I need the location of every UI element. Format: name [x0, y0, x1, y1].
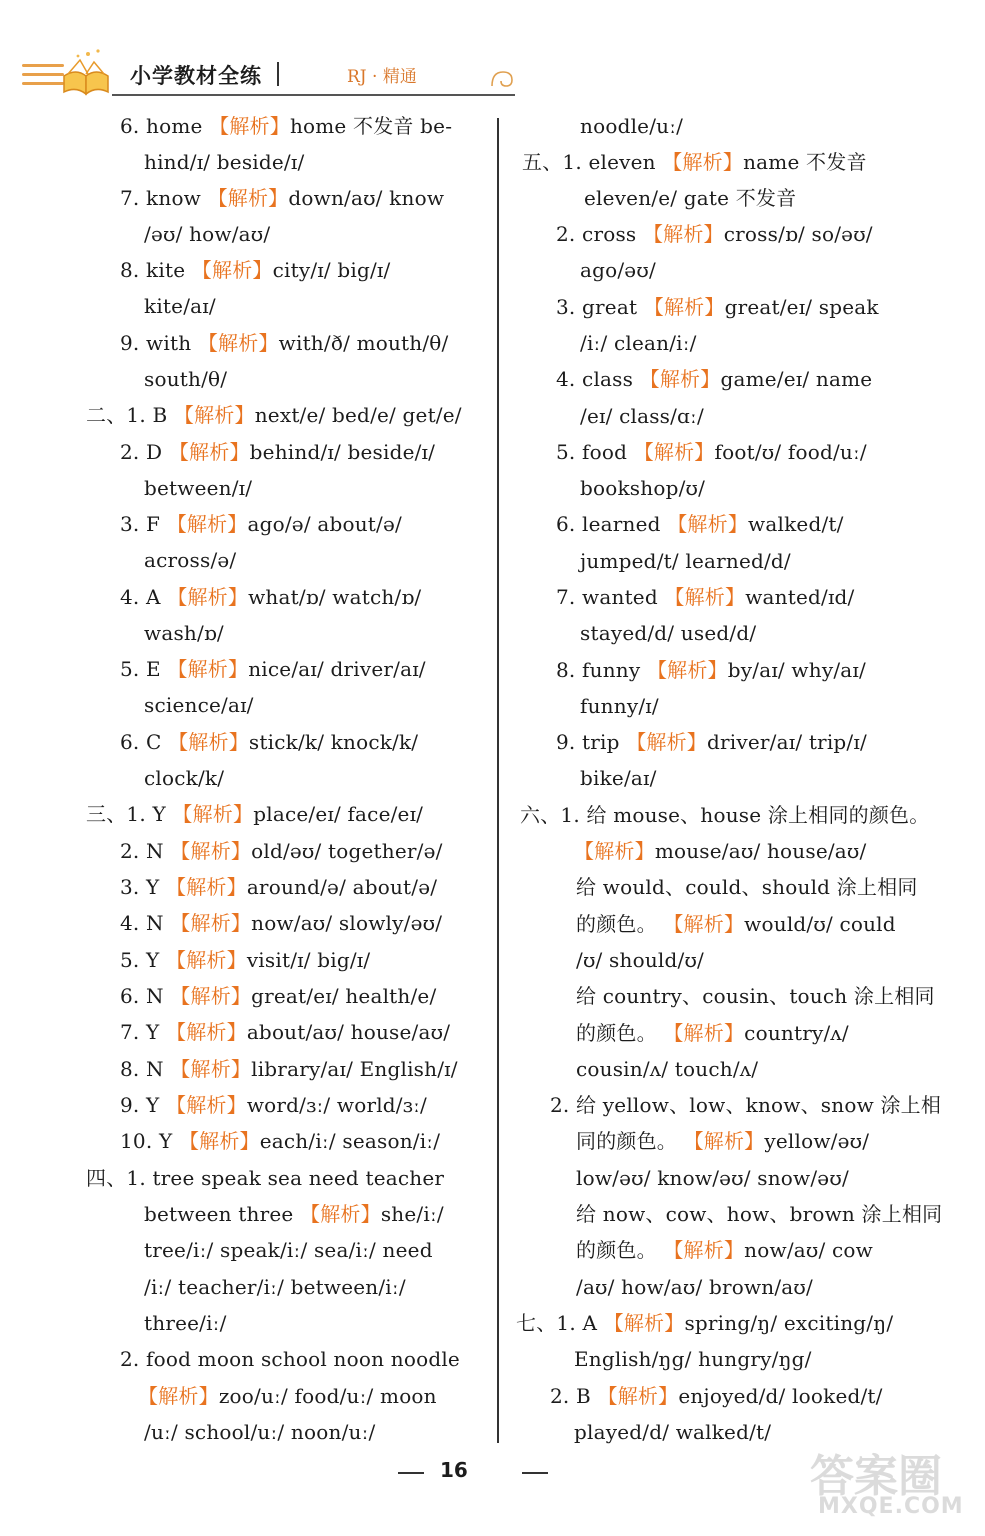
answer-line: bookshop/ʊ/ [580, 476, 706, 500]
header-rule [112, 94, 515, 96]
answer-line: between/ɪ/ [144, 476, 253, 500]
answer-line: 的颜色。 【解析】now/aʊ/ cow [576, 1238, 873, 1262]
answer-line: 5. Y 【解析】visit/ɪ/ big/ɪ/ [120, 948, 371, 972]
answer-line: 6. C 【解析】stick/k/ knock/k/ [120, 730, 419, 754]
answer-line: 同的颜色。 【解析】yellow/əʊ/ [576, 1129, 870, 1153]
watermark-url: MXQE.COM [818, 1494, 964, 1519]
answer-line: 4. class 【解析】game/eɪ/ name [556, 367, 873, 391]
answer-line: 五、1. eleven 【解析】name 不发音 [522, 150, 867, 174]
answer-line: 2. food moon school noon noodle [120, 1347, 460, 1371]
answer-line: 8. kite 【解析】city/ɪ/ big/ɪ/ [120, 258, 391, 282]
open-book-icon [58, 46, 114, 98]
answer-line: between three 【解析】she/iː/ [144, 1202, 444, 1226]
swirl-ornament-icon [488, 64, 518, 94]
answer-line: 三、1. Y 【解析】place/eɪ/ face/eɪ/ [86, 802, 424, 826]
answer-line: /ʊ/ should/ʊ/ [576, 948, 704, 972]
answer-line: science/aɪ/ [144, 693, 254, 717]
answer-line: 6. learned 【解析】walked/t/ [556, 512, 844, 536]
answer-line: 8. N 【解析】library/aɪ/ English/ɪ/ [120, 1057, 458, 1081]
answer-line: across/ə/ [144, 548, 237, 572]
answer-line: 七、1. A 【解析】spring/ŋ/ exciting/ŋ/ [516, 1311, 894, 1335]
answer-line: hind/ɪ/ beside/ɪ/ [144, 150, 305, 174]
column-divider [497, 118, 499, 1443]
answer-line: 7. know 【解析】down/aʊ/ know [120, 186, 445, 210]
answer-line: funny/ɪ/ [580, 694, 659, 718]
answer-line: /iː/ clean/iː/ [580, 331, 697, 355]
answer-line: jumped/t/ learned/d/ [580, 549, 791, 573]
answer-line: bike/aɪ/ [580, 766, 657, 790]
answer-line: wash/ɒ/ [144, 621, 224, 645]
answer-line: clock/k/ [144, 766, 225, 790]
answer-line: stayed/d/ used/d/ [580, 621, 757, 645]
watermark-text: 答案圈 [810, 1451, 942, 1502]
watermark-logo [800, 1440, 975, 1530]
answer-line: /iː/ teacher/iː/ between/iː/ [144, 1275, 406, 1299]
answer-line: 2. B 【解析】enjoyed/d/ looked/t/ [550, 1384, 883, 1408]
header-separator [277, 62, 279, 86]
answer-line: 六、1. 给 mouse、house 涂上相同的颜色。 [520, 803, 930, 827]
answer-line: three/iː/ [144, 1311, 227, 1335]
answer-line: 给 country、cousin、touch 涂上相同 [576, 984, 935, 1008]
answer-line: 9. trip 【解析】driver/aɪ/ trip/ɪ/ [556, 730, 867, 754]
answer-line: tree/iː/ speak/iː/ sea/iː/ need [144, 1238, 433, 1262]
answer-line: 给 would、could、should 涂上相同 [576, 875, 918, 899]
answer-line: 【解析】zoo/uː/ food/uː/ moon [138, 1384, 437, 1408]
answer-line: 的颜色。 【解析】country/ʌ/ [576, 1021, 849, 1045]
answer-line: cousin/ʌ/ touch/ʌ/ [576, 1057, 759, 1081]
answer-line: 给 now、cow、how、brown 涂上相同 [576, 1202, 943, 1226]
edition-label: RJ · 精通 [347, 67, 417, 87]
answer-line: 2. cross 【解析】cross/ɒ/ so/əʊ/ [556, 222, 873, 246]
answer-line: 5. E 【解析】nice/aɪ/ driver/aɪ/ [120, 657, 426, 681]
answer-line: 【解析】mouse/aʊ/ house/aʊ/ [574, 839, 867, 863]
answer-line: 2. N 【解析】old/əʊ/ together/ə/ [120, 839, 443, 863]
answer-line: 3. great 【解析】great/eɪ/ speak [556, 295, 879, 319]
answer-line: kite/aɪ/ [144, 294, 216, 318]
page-number-dash-right [522, 1472, 548, 1474]
answer-line: /aʊ/ how/aʊ/ brown/aʊ/ [576, 1275, 813, 1299]
answer-line: 7. wanted 【解析】wanted/ɪd/ [556, 585, 855, 609]
book-title: 小学教材全练 [130, 64, 262, 88]
answer-line: 2. 给 yellow、low、know、snow 涂上相 [550, 1093, 942, 1117]
answer-line: ago/əʊ/ [580, 258, 656, 282]
answer-line: /uː/ school/uː/ noon/uː/ [144, 1420, 376, 1444]
answer-line: 6. home 【解析】home 不发音 be- [120, 114, 453, 138]
answer-line: 5. food 【解析】foot/ʊ/ food/uː/ [556, 440, 867, 464]
page-number-dash-left [398, 1472, 424, 1474]
answer-line: 3. Y 【解析】around/ə/ about/ə/ [120, 875, 438, 899]
answer-line: 的颜色。 【解析】would/ʊ/ could [576, 912, 896, 936]
answer-line: eleven/e/ gate 不发音 [584, 186, 797, 210]
answer-line: 9. Y 【解析】word/ɜː/ world/ɜː/ [120, 1093, 427, 1117]
answer-line: 二、1. B 【解析】next/e/ bed/e/ get/e/ [86, 403, 462, 427]
answer-line: played/d/ walked/t/ [574, 1420, 772, 1444]
answer-line: 3. F 【解析】ago/ə/ about/ə/ [120, 512, 402, 536]
answer-line: 7. Y 【解析】about/aʊ/ house/aʊ/ [120, 1020, 451, 1044]
answer-line: 2. D 【解析】behind/ɪ/ beside/ɪ/ [120, 440, 436, 464]
answer-line: 四、1. tree speak sea need teacher [86, 1166, 445, 1190]
answer-line: 9. with 【解析】with/ð/ mouth/θ/ [120, 331, 449, 355]
answer-line: low/əʊ/ know/əʊ/ snow/əʊ/ [576, 1166, 849, 1190]
answer-line: noodle/uː/ [580, 114, 684, 138]
answer-line: 10. Y 【解析】each/iː/ season/iː/ [120, 1129, 441, 1153]
answer-line: English/ŋg/ hungry/ŋg/ [574, 1347, 812, 1371]
answer-line: /əʊ/ how/aʊ/ [144, 222, 271, 246]
answer-line: 4. N 【解析】now/aʊ/ slowly/əʊ/ [120, 911, 443, 935]
page-number: 16 [440, 1458, 468, 1482]
answer-line: 4. A 【解析】what/ɒ/ watch/ɒ/ [120, 585, 422, 609]
answer-line: /eɪ/ class/ɑː/ [580, 404, 704, 428]
answer-line: south/θ/ [144, 367, 228, 391]
answer-line: 8. funny 【解析】by/aɪ/ why/aɪ/ [556, 658, 866, 682]
answer-line: 6. N 【解析】great/eɪ/ health/e/ [120, 984, 437, 1008]
